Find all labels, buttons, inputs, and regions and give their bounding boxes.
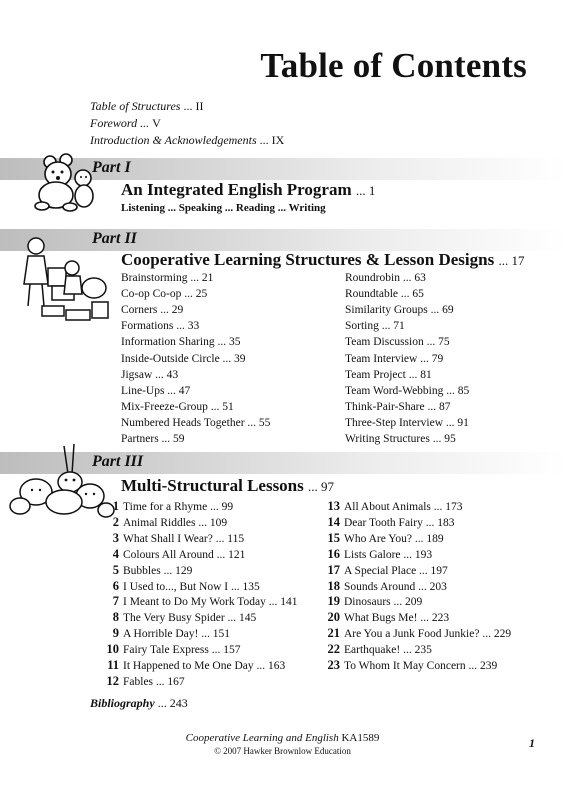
lesson-title: The Very Busy Spider ... 145	[123, 612, 257, 625]
lesson-entry[interactable]	[106, 674, 185, 689]
structure-entry[interactable]: Inside-Outside Circle ... 39	[121, 352, 246, 365]
page-title: Table of Contents	[260, 46, 527, 85]
lesson-title: I Used to..., But Now I ... 135	[123, 580, 260, 593]
lesson-title: Dinosaurs ... 209	[344, 596, 423, 609]
structure-entry[interactable]: Co-op Co-op ... 25	[121, 288, 208, 301]
part-heading-page: ... 97	[308, 479, 334, 494]
lesson-entry[interactable]	[106, 642, 240, 657]
lesson-title: Are You a Junk Food Junkie? ... 229	[344, 628, 512, 641]
lesson-number: 22	[327, 642, 340, 657]
part-label: Part I	[92, 159, 131, 176]
lesson-number: 13	[327, 499, 340, 513]
lesson-entry[interactable]	[106, 515, 227, 530]
lesson-title: Animal Riddles ... 109	[123, 516, 228, 529]
structure-entry[interactable]: Team Project ... 81	[345, 368, 432, 381]
structure-entry[interactable]: Team Interview ... 79	[345, 352, 444, 365]
lesson-title: Time for a Rhyme ... 99	[123, 501, 234, 513]
structure-entry[interactable]: Roundrobin ... 63	[345, 272, 426, 284]
lesson-number: 20	[327, 610, 340, 625]
front-matter-label: Foreword ...	[90, 116, 150, 130]
front-matter-label: Introduction & Acknowledgements	[90, 133, 257, 147]
part-heading-title: Multi-Structural Lessons	[121, 476, 304, 495]
front-matter-item[interactable]	[90, 98, 203, 114]
front-matter-item[interactable]	[90, 115, 161, 131]
lesson-entry[interactable]	[327, 610, 449, 625]
lesson-entry[interactable]	[327, 515, 454, 530]
lesson-entry[interactable]	[327, 547, 432, 562]
lesson-title: Who Are You? ... 189	[344, 532, 444, 545]
lesson-title: A Special Place ... 197	[344, 564, 448, 577]
structure-entry[interactable]: Formations ... 33	[121, 320, 200, 333]
structure-entry[interactable]: Partners ... 59	[121, 433, 185, 445]
lesson-title: What Shall I Wear? ... 115	[123, 532, 245, 545]
lesson-number: 9	[112, 626, 119, 641]
lesson-number: 23	[327, 658, 340, 672]
front-matter-page: ... II	[183, 99, 204, 113]
structure-entry[interactable]: Team Word-Webbing ... 85	[345, 384, 470, 397]
front-matter-item[interactable]	[90, 132, 284, 148]
part-label: Part II	[92, 230, 137, 247]
lesson-number: 3	[112, 530, 119, 545]
lesson-entry[interactable]	[106, 547, 245, 562]
lesson-number: 12	[106, 673, 119, 688]
front-matter-label: Table of Structures	[90, 99, 181, 113]
lesson-title: I Meant to Do My Work Today ... 141	[123, 596, 298, 609]
lesson-title: A Horrible Day! ... 151	[123, 628, 230, 641]
part-subtitle: Listening ... Speaking ... Reading ... Writing	[121, 202, 326, 214]
lesson-title: Fairy Tale Express ... 157	[123, 644, 241, 657]
lesson-entry[interactable]	[327, 499, 463, 514]
page-number: 1	[529, 736, 535, 750]
lesson-entry[interactable]	[106, 610, 256, 625]
part-heading[interactable]	[121, 250, 524, 270]
lesson-number: 2	[112, 514, 119, 529]
footer-copyright: © 2007 Hawker Brownlow Education	[214, 746, 351, 756]
children-with-blocks-illustration	[8, 228, 114, 328]
part-heading[interactable]	[121, 476, 334, 496]
lesson-entry[interactable]	[106, 626, 230, 641]
lesson-number: 4	[112, 546, 119, 561]
lesson-entry[interactable]	[327, 579, 447, 594]
structure-entry[interactable]: Line-Ups ... 47	[121, 384, 191, 397]
lesson-entry[interactable]	[106, 531, 244, 546]
lesson-number: 19	[327, 594, 340, 609]
lesson-entry[interactable]	[327, 594, 422, 609]
front-matter-page: V	[152, 116, 161, 130]
lesson-number: 6	[112, 578, 119, 593]
lesson-title: Earthquake! ... 235	[344, 644, 432, 657]
structure-entry[interactable]: Team Discussion ... 75	[345, 336, 450, 349]
lesson-title: To Whom It May Concern ... 239	[344, 660, 498, 672]
structure-entry[interactable]: Information Sharing ... 35	[121, 336, 241, 349]
part-heading-page: ... 17	[498, 253, 525, 268]
structure-entry[interactable]: Brainstorming ... 21	[121, 272, 214, 284]
lesson-number: 7	[112, 594, 119, 609]
bibliography-label: Bibliography	[90, 696, 155, 710]
lesson-number: 10	[106, 642, 119, 657]
structure-entry[interactable]: Three-Step Interview ... 91	[345, 416, 469, 429]
footer-book-title	[0, 732, 565, 744]
lesson-title: It Happened to Me One Day ... 163	[123, 660, 286, 672]
lesson-title: What Bugs Me! ... 223	[344, 612, 450, 625]
structure-entry[interactable]: Jigsaw ... 43	[121, 368, 179, 381]
lesson-entry[interactable]	[327, 658, 497, 673]
footer-title-text: Cooperative Learning and English	[185, 732, 339, 744]
lesson-number: 11	[107, 658, 119, 672]
structure-entry[interactable]: Similarity Groups ... 69	[345, 304, 454, 317]
lesson-number: 5	[112, 562, 119, 577]
lesson-entry[interactable]	[327, 626, 511, 641]
animals-group-illustration	[6, 440, 116, 520]
lesson-title: Lists Galore ... 193	[344, 548, 433, 561]
structure-entry[interactable]: Mix-Freeze-Group ... 51	[121, 400, 234, 413]
lesson-entry[interactable]	[106, 658, 285, 673]
lesson-entry[interactable]	[106, 499, 233, 514]
lesson-title: Fables ... 167	[123, 675, 185, 688]
bear-and-child-illustration	[30, 150, 102, 212]
lesson-entry[interactable]	[106, 579, 260, 594]
part-heading-title: An Integrated English Program	[121, 180, 352, 199]
part-label: Part III	[92, 453, 144, 470]
lesson-title: Sounds Around ... 203	[344, 580, 447, 593]
lesson-number: 1	[112, 499, 119, 513]
lesson-entry[interactable]	[106, 563, 192, 578]
front-matter-page: ... IX	[259, 133, 285, 147]
lesson-entry[interactable]	[327, 531, 444, 546]
lesson-number: 15	[327, 530, 340, 545]
part-heading-page: ... 1	[355, 183, 376, 198]
footer-code: KA1589	[341, 732, 380, 744]
bibliography-entry[interactable]	[90, 696, 188, 711]
lesson-number: 21	[327, 626, 340, 641]
lesson-number: 16	[327, 546, 340, 561]
structure-entry[interactable]: Corners ... 29	[121, 304, 184, 317]
lesson-title: Colours All Around ... 121	[123, 548, 246, 561]
bibliography-page: ... 243	[157, 696, 188, 710]
part-heading[interactable]	[121, 180, 375, 200]
structure-entry[interactable]: Think-Pair-Share ... 87	[345, 400, 451, 413]
lesson-number: 18	[327, 578, 340, 593]
lesson-number: 14	[327, 514, 340, 529]
structure-entry[interactable]: Sorting ... 71	[345, 320, 405, 333]
lesson-title: All About Animals ... 173	[344, 501, 463, 513]
lesson-title: Dear Tooth Fairy ... 183	[344, 516, 455, 529]
structure-entry[interactable]: Numbered Heads Together ... 55	[121, 416, 271, 429]
structure-entry[interactable]: Roundtable ... 65	[345, 288, 424, 301]
lesson-title: Bubbles ... 129	[123, 564, 193, 577]
lesson-entry[interactable]	[327, 642, 432, 657]
lesson-entry[interactable]	[327, 563, 448, 578]
lesson-entry[interactable]	[106, 594, 297, 609]
lesson-number: 17	[327, 562, 340, 577]
structure-entry[interactable]: Writing Structures ... 95	[345, 433, 456, 445]
part-heading-title: Cooperative Learning Structures & Lesson Designs	[121, 250, 495, 269]
lesson-number: 8	[112, 610, 119, 625]
